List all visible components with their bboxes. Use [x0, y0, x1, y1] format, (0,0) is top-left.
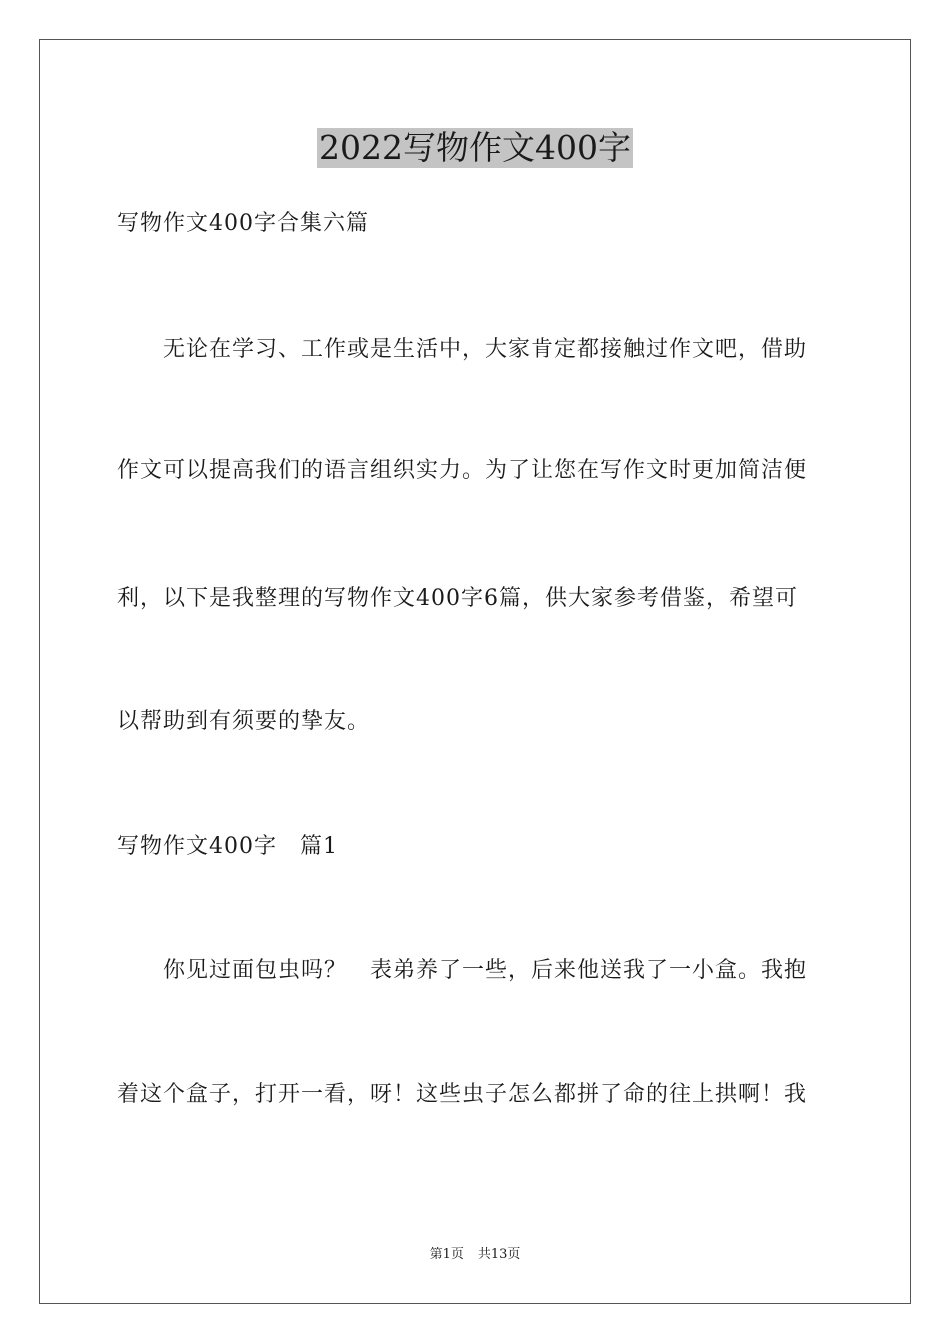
- paragraph-line: 你见过面包虫吗？ 表弟养了一些，后来他送我了一小盒。我抱: [117, 958, 808, 983]
- paragraph-line: 无论在学习、工作或是生活中，大家肯定都接触过作文吧，借助: [117, 337, 808, 362]
- paragraph-line: 着这个盒子，打开一看，呀！这些虫子怎么都拼了命的往上拱啊！我: [117, 1082, 808, 1107]
- document-subtitle: 写物作文400字合集六篇: [117, 211, 369, 236]
- title-container: [0, 128, 950, 168]
- page-total: 共13页: [477, 1247, 521, 1262]
- section-heading: 写物作文400字 篇1: [117, 834, 338, 859]
- page-number: 第1页: [429, 1247, 464, 1262]
- paragraph-line: 以帮助到有须要的挚友。: [117, 709, 371, 734]
- document-title: 2022写物作文400字: [319, 128, 631, 167]
- paragraph-line: 作文可以提高我们的语言组织实力。为了让您在写作文时更加简洁便: [117, 458, 808, 483]
- paragraph-line: 利，以下是我整理的写物作文400字6篇，供大家参考借鉴，希望可: [117, 586, 798, 611]
- page-footer: [0, 1246, 950, 1264]
